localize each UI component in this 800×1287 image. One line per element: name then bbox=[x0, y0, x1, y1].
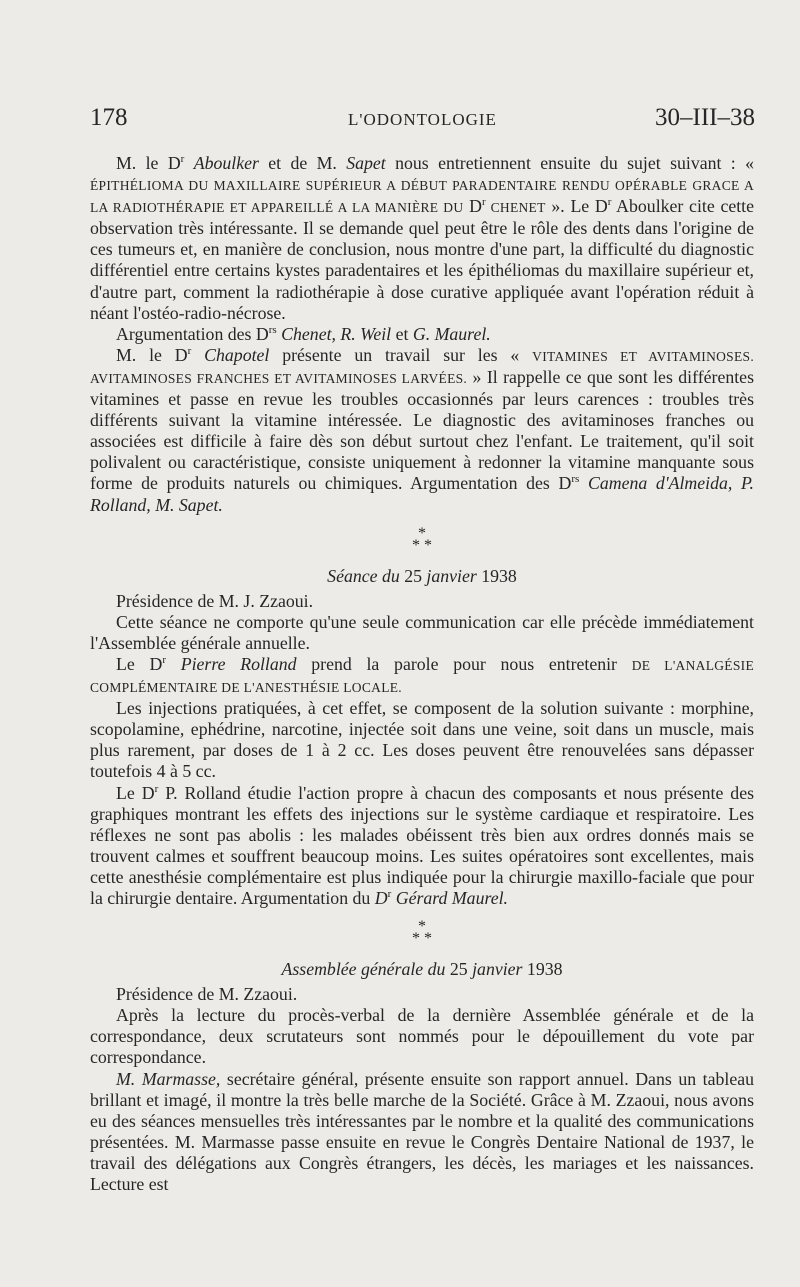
author-names: Camena d'Almeida, P. Rolland, M. Sapet. bbox=[90, 473, 755, 515]
communication-title: ÉPITHÉLIOMA DU MAXILLAIRE SUPÉRIEUR A DÉBUT PARADENTAIRE RENDU OPÉRABLE GRACE A LA RADIOTHÉRAPIE ET APPAREILLÉ A LA MANIÈRE DU bbox=[90, 178, 754, 216]
paragraph-chapotel bbox=[90, 345, 754, 516]
presidence-line: Présidence de M. J. Zzaoui. bbox=[116, 590, 314, 611]
section-title-seance bbox=[90, 566, 754, 587]
article-body bbox=[90, 153, 754, 1195]
text-run: et de M. bbox=[258, 153, 347, 173]
text-run: Aboulker cite cette observation très intéressante. Il se demande quel peut être le rôle des dents dans l'origine de ces tumeurs et, en manière de conclusion, nous montre d'une part, la difficulté du diagnostic différentiel entre certains kystes paradentaires et les épithéliomas du maxillaire supérieur et, d'autre part, comment la radiothérapie à dose curative appliquée avant l'opération réduit à néant l'ostéo-radio-nécrose. bbox=[90, 196, 755, 323]
issue-date: 30–III–38 bbox=[655, 104, 755, 131]
communication-title: DE L'ANALGÉSIE COMPLÉMENTAIRE DE L'ANESTHÉSIE LOCALE. bbox=[90, 657, 754, 696]
text-run: prend la parole pour nous entretenir bbox=[296, 653, 632, 674]
title-month: janvier bbox=[472, 959, 523, 980]
paragraph-marmasse bbox=[90, 1069, 754, 1196]
paragraph-aboulker bbox=[90, 153, 754, 324]
title-month: janvier bbox=[426, 565, 477, 586]
superscript: r bbox=[387, 888, 392, 901]
text-run: Le D bbox=[116, 782, 155, 803]
author-names: Chenet, R. Weil bbox=[276, 323, 392, 344]
text-run: » Il rappelle ce que sont les différentes vitamines et passe en revue les troubles occasionnés par leurs carences : troubles très différents suivant la vitamine intéressée. Le diagnostic des avitaminoses franches ou associées est difficile à faire dès son début surtout chez l'enfant. Le traitement, qu'il soit polivalent ou caractéristique, consiste uniquement à redonner la vitamine manquante sous forme de produits naturels ou chimiques. Argumentation des D bbox=[90, 366, 754, 494]
author-name: M. Marmasse, bbox=[116, 1068, 221, 1089]
author-name: D bbox=[374, 888, 388, 908]
text-run: P. Rolland étudie l'action propre à chacun des composants et nous présente des graphiques montrant les effets des injections sur le système cardiaque et respiratoire. Les réflexes ne sont pas abolis : les malades obéissent très bien aux ordres donnés mais se trouvent calmes et souffrent beaucoup moins. Les suites opératoires sont excellentes, mais cette anesthésie complémentaire est plus indiquée pour la chirurgie maxillo-faciale que pour la chirurgie dentaire. Argumentation du bbox=[90, 782, 755, 908]
superscript: r bbox=[154, 782, 159, 795]
superscript: r bbox=[187, 344, 192, 357]
text-run: Le D bbox=[116, 653, 163, 674]
text-run: nous entretiennent ensuite du sujet suivant : « bbox=[385, 153, 754, 173]
superscript: r bbox=[607, 196, 612, 209]
paragraph-proces-verbal: Après la lecture du procès-verbal de la dernière Assemblée générale et de la correspondance, deux scrutateurs sont nommés pour le dépouillement du vote par correspondance. bbox=[90, 1005, 754, 1068]
text-run: Argumentation des D bbox=[116, 323, 269, 344]
paragraph-seance-intro: Cette séance ne comporte qu'une seule communication car elle précède immédiatement l'Assemblée générale annuelle. bbox=[90, 611, 754, 653]
author-name: Sapet bbox=[346, 153, 386, 173]
section-separator-stars: * * * bbox=[412, 918, 432, 948]
text-run: ». Le D bbox=[545, 196, 608, 217]
running-header bbox=[90, 104, 755, 138]
page-number: 178 bbox=[90, 104, 128, 131]
author-name: G. Maurel. bbox=[412, 323, 491, 344]
title-year: 1938 bbox=[522, 959, 563, 980]
text-run: M. le D bbox=[116, 344, 188, 365]
paragraph-rolland bbox=[90, 654, 754, 698]
author-name: Aboulker bbox=[193, 153, 259, 173]
text-run: secrétaire général, présente ensuite son rapport annuel. Dans un tableau brillant et imagé, il montre la très belle marche de la Société. Grâce à M. Zzaoui, nous avons eu des séances mensuelles très intéressantes par le nombre et la qualité des communications présentées. M. Marmasse passe ensuite en revue le Congrès Dentaire National de 1937, le travail des délégations aux Congrès étrangers, les décès, les mariages et les naissances. Lecture est bbox=[90, 1068, 755, 1195]
text-run: et bbox=[391, 323, 413, 344]
person-name: CHENET bbox=[485, 200, 546, 216]
text-run: M. le D bbox=[116, 153, 181, 173]
text-run: présente un travail sur les « bbox=[269, 344, 533, 365]
title-day: 25 bbox=[399, 565, 427, 586]
paragraph-injections: Les injections pratiquées, à cet effet, se composent de la solution suivante : morphine, scopolamine, ephédrine, narcotine, injectée soit dans une veine, soit dans un muscle, mais plus rarement, par doses de 1 à 2 cc. Les doses peuvent être renouvelées sans dépasser toutefois 4 à 5 cc. bbox=[90, 698, 754, 782]
communication-title: VITAMINES ET AVITAMINOSES. AVITAMINOSES FRANCHES ET AVITAMINOSES LARVÉES. bbox=[90, 348, 755, 386]
title-text: Séance du bbox=[327, 565, 400, 586]
title-year: 1938 bbox=[476, 565, 517, 586]
superscript: rs bbox=[268, 323, 277, 336]
presidence-line: Présidence de M. Zzaoui. bbox=[116, 984, 298, 1005]
paragraph-rolland-study bbox=[90, 783, 754, 910]
title-day: 25 bbox=[445, 959, 473, 980]
author-name: Pierre Rolland bbox=[166, 653, 297, 674]
paragraph-argumentation-1 bbox=[90, 324, 754, 345]
section-title-assemblee bbox=[90, 959, 754, 980]
superscript: r bbox=[180, 153, 185, 166]
superscript: r bbox=[162, 654, 166, 667]
author-name: Chapotel bbox=[191, 344, 270, 365]
author-name: Gérard Maurel. bbox=[391, 888, 508, 908]
title-text: Assemblée générale du bbox=[281, 959, 446, 980]
superscript: r bbox=[481, 196, 486, 209]
section-separator-stars: * * * bbox=[412, 524, 432, 554]
text-run: D bbox=[463, 196, 482, 217]
superscript: rs bbox=[571, 473, 580, 486]
journal-title: L'ODONTOLOGIE bbox=[348, 110, 497, 129]
